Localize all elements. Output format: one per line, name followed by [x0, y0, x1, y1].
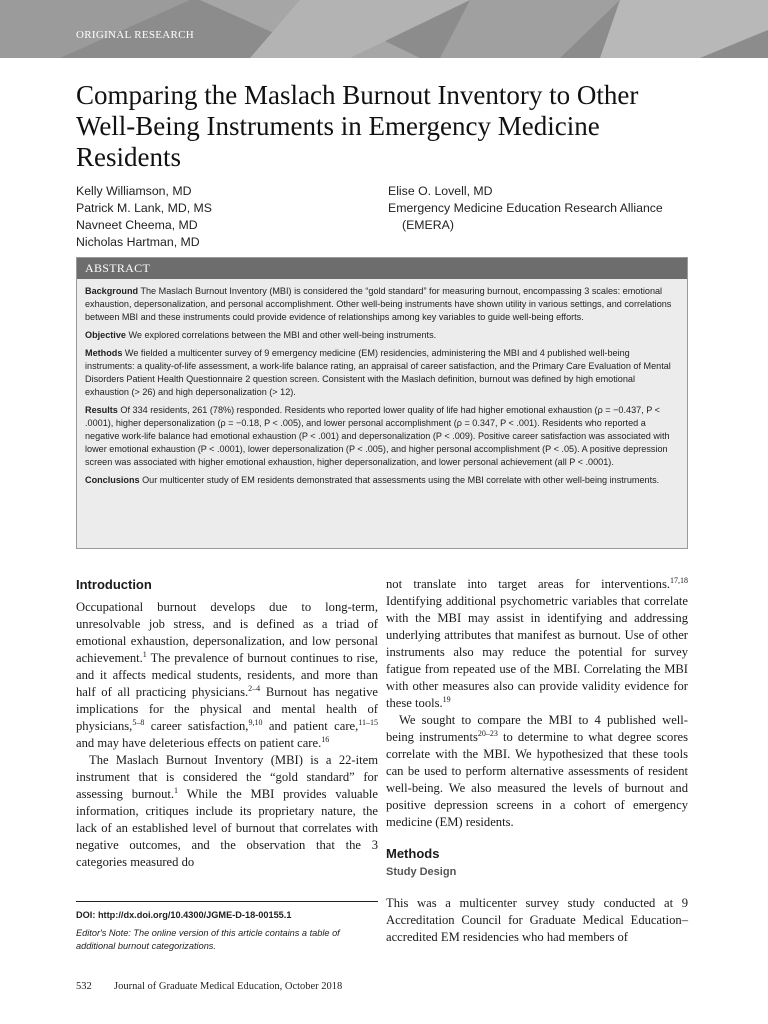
- author-name: Kelly Williamson, MD: [76, 184, 192, 198]
- footnote-divider: [76, 901, 378, 902]
- abstract-objective: [85, 329, 679, 342]
- doi-link[interactable]: DOI: http://dx.doi.org/10.4300/JGME-D-18-00155.1: [76, 910, 292, 920]
- citation[interactable]: 2–4: [248, 683, 261, 693]
- footnote: [76, 909, 378, 953]
- body-paragraph: This was a multicenter survey study conducted at 9 Accreditation Council for Graduate Medical Education–accredited EM residencies who had members of: [386, 896, 688, 944]
- citation[interactable]: 17,18: [670, 575, 688, 585]
- abstract-conclusions: [85, 474, 679, 487]
- body-paragraph: The Maslach Burnout Inventory (MBI) is a 22-item instrument that is considered the “gold standard” for assessing burnout.$^1$ While the MBI provides valuable information, critiques include its proprietary nature, the lack of an established level of burnout that correlates with negative outcomes, and the observation that the 3 categories measured do: [76, 753, 378, 869]
- subsection-heading-study-design: Study Design: [386, 866, 457, 878]
- abstract-label: Methods: [85, 348, 123, 358]
- author-name: Nicholas Hartman, MD: [76, 235, 200, 249]
- section-label: ORIGINAL RESEARCH: [76, 29, 195, 41]
- abstract-text: Our multicenter study of EM residents demonstrated that assessments using the MBI correlate with other well-being instruments.: [142, 475, 660, 485]
- body-paragraph: We sought to compare the MBI to 4 published well-being instruments$^{20-23}$ to determine to what degree scores correlate with the MBI. We hypothesized that these tools can be used to perform alternative assessments of resident well-being. We also measured the levels of burnout and positive depression screens in a cohort of emergency medicine (EM) residents.: [386, 713, 689, 829]
- author-affiliation: (EMERA): [402, 218, 454, 232]
- author-name: Patrick M. Lank, MD, MS: [76, 201, 212, 215]
- abstract-text: Of 334 residents, 261 (78%) responded. Residents who reported lower quality of life had higher emotional exhaustion (ρ = −0.437, P < .0001), higher depersonalization (ρ = −0.18, P < .005), and lower personal accomplishment (ρ = 0.347, P < .001). Residents who reported a negative work-life balance had emotional exhaustion (P < .001) and depersonalization (P < .009). Positive career satisfaction was associated with lower emotional exhaustion (P < .0001), lower depersonalization (P < .005), and higher personal accomplishment (P < .05). A positive depression screen was associated with higher emotional exhaustion, higher depersonalization, and lower personal achievement (all P < .0001).: [85, 405, 670, 467]
- section-heading-methods: Methods: [386, 846, 440, 861]
- journal-citation: Journal of Graduate Medical Education, October 2018: [114, 981, 343, 992]
- citation[interactable]: 1: [142, 649, 147, 659]
- abstract-label: Objective: [85, 330, 126, 340]
- page-number: 532: [76, 981, 92, 992]
- citation[interactable]: 11–15: [358, 717, 378, 727]
- citation[interactable]: 5–8: [132, 717, 145, 727]
- citation[interactable]: 20–23: [477, 728, 498, 738]
- author-name: Navneet Cheema, MD: [76, 218, 198, 232]
- abstract-text: We fielded a multicenter survey of 9 emergency medicine (EM) residencies, administering the MBI and 4 published well-being instruments: a quality-of-life assessment, a work-life balance rating, an appraisal of career satisfaction, and the Primary Care Evaluation of Mental Disorders Patient Health Questionnaire 2 question screen. Consistent with the Maslach definition, burnout was defined by high emotional exhaustion (> 26) and high depersonalization (> 12).: [85, 348, 671, 397]
- abstract-results: [85, 404, 679, 469]
- header-band: [0, 0, 768, 58]
- abstract-box: [76, 257, 688, 549]
- author-affiliation: Emergency Medicine Education Research Alliance: [388, 201, 663, 215]
- abstract-label: Results: [85, 405, 118, 415]
- editor-note: Editor's Note: The online version of this article contains a table of additional burnout categorizations.: [76, 928, 340, 951]
- abstract-heading: ABSTRACT: [77, 258, 687, 279]
- abstract-body: [77, 279, 687, 487]
- abstract-text: The Maslach Burnout Inventory (MBI) is considered the “gold standard” for measuring burnout, encompassing 3 scales: emotional exhaustion, depersonalization, and personal accomplishment. Other well-being instruments have shown utility in various settings, and correlations between MBI and these instruments could provide evidence of relationships among key variables to guide well-being efforts.: [85, 286, 672, 322]
- abstract-methods: [85, 347, 679, 399]
- body-paragraph: not translate into target areas for interventions.$^{17,18}$ Identifying additional psychometric variables that correlate with the MBI may assist in identifying and addressing underlying attributes that manifest as burnout. Use of other instruments also may reduce the potential for survey fatigue from repeated use of the MBI. Correlating the MBI with other measures also can provide validity evidence for these tools.$^{19}$: [386, 575, 688, 710]
- author-list-right: [388, 183, 688, 234]
- abstract-label: Background: [85, 286, 139, 296]
- author-name: Elise O. Lovell, MD: [388, 184, 493, 198]
- citation[interactable]: 9,10: [248, 717, 263, 727]
- citation[interactable]: 16: [321, 734, 330, 744]
- abstract-label: Conclusions: [85, 475, 140, 485]
- body-column-left: [76, 576, 378, 871]
- author-list-left: [76, 183, 212, 251]
- abstract-background: [85, 285, 679, 324]
- body-paragraph: Occupational burnout develops due to long-term, unresolvable job stress, and is defined as a triad of emotional exhaustion, depersonalization, and low personal achievement.$^1$ The prevalence of burnout continues to rise, and it affects medical students, residents, and more than half of all practicing physicians.$^{2-4}$ Burnout has negative implications for the physical and mental health of physicians,$^{5-8}$ career satisfaction,$^{9,10}$ and patient care,$^{11-15}$ and may have deleterious effects on patient care.$^{16}$: [76, 600, 379, 750]
- section-heading-introduction: Introduction: [76, 577, 152, 592]
- body-column-right: [386, 576, 688, 946]
- citation[interactable]: 1: [174, 785, 179, 795]
- citation[interactable]: 19: [442, 694, 451, 704]
- article-title: Comparing the Maslach Burnout Inventory to Other Well-Being Instruments in Emergency Medicine Residents: [76, 80, 639, 172]
- abstract-text: We explored correlations between the MBI and other well-being instruments.: [128, 330, 437, 340]
